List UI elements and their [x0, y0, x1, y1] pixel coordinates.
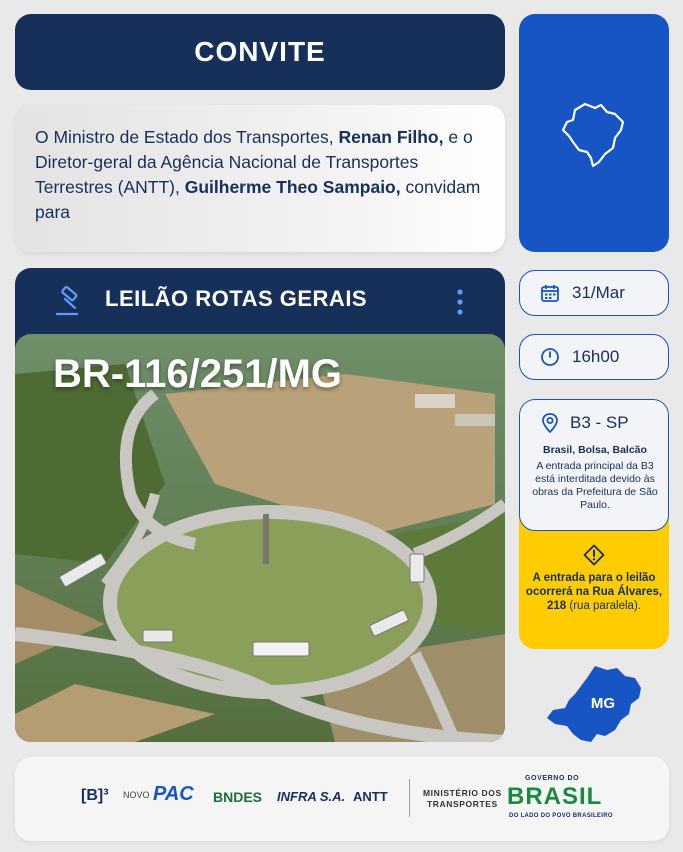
antt-logo: ANTT	[353, 789, 388, 804]
calendar-icon	[540, 283, 560, 303]
gov-logo-word: BRASIL	[507, 783, 603, 810]
event-date: 31/Mar	[572, 283, 625, 302]
pac-logo: PAC	[153, 783, 194, 805]
auction-card	[15, 268, 505, 742]
aerial-road-photo	[15, 334, 505, 742]
location-pin-icon	[540, 412, 560, 434]
warning-text: A entrada para o leilão ocorrerá na Rua Álvares, 218 (rua paralela).	[525, 572, 663, 612]
location-subtitle: Brasil, Bolsa, Balcão	[543, 444, 647, 456]
location-note: A entrada principal da B3 está interditada devido às obras da Prefeitura de São Paulo.	[532, 460, 658, 511]
bndes-logo: BNDES	[213, 789, 263, 805]
brazil-map-card	[519, 14, 669, 252]
novo-pac-logo-prefix: NOVO	[123, 790, 150, 800]
mg-label: MG	[590, 695, 616, 712]
gov-logo-bottom: DO LADO DO POVO BRASILEIRO	[509, 813, 613, 819]
ministry-logo-line2: TRANSPORTES	[427, 799, 498, 809]
brazil-map-icon	[557, 96, 631, 170]
footer-logos	[15, 757, 669, 841]
page-title: CONVITE	[194, 36, 326, 67]
time-pill	[519, 334, 669, 380]
auction-header	[15, 268, 505, 334]
location-info	[519, 399, 669, 531]
mg-state-map	[545, 664, 645, 746]
title-card	[15, 14, 505, 90]
auction-title: LEILÃO ROTAS GERAIS	[105, 286, 368, 311]
event-time: 16h00	[572, 347, 620, 366]
director-name: Guilherme Theo Sampaio,	[184, 177, 401, 197]
gavel-icon	[53, 284, 87, 318]
location-card	[519, 399, 669, 649]
ministry-logo-line1: MINISTÉRIO DOS	[423, 788, 502, 798]
kebab-menu-icon[interactable]	[455, 288, 465, 316]
minister-name: Renan Filho,	[338, 127, 444, 147]
b3-logo: [B]³	[81, 787, 109, 804]
warning-icon	[583, 544, 605, 566]
date-pill	[519, 270, 669, 316]
infra-logo: INFRA S.A.	[277, 789, 346, 804]
footer-divider	[409, 779, 410, 817]
location-name: B3 - SP	[570, 413, 629, 432]
invitation-text: O Ministro de Estado dos Transportes, Renan Filho, e o Diretor-geral da Agência Nacional de Transportes Terrestres (ANTT), Guilherme Theo Sampaio, convidam para	[35, 127, 481, 222]
invitation-card	[15, 105, 505, 252]
gov-logo-top: GOVERNO DO	[525, 775, 580, 782]
location-heading	[540, 412, 629, 434]
road-label: BR-116/251/MG	[53, 352, 343, 396]
clock-icon	[540, 347, 560, 367]
